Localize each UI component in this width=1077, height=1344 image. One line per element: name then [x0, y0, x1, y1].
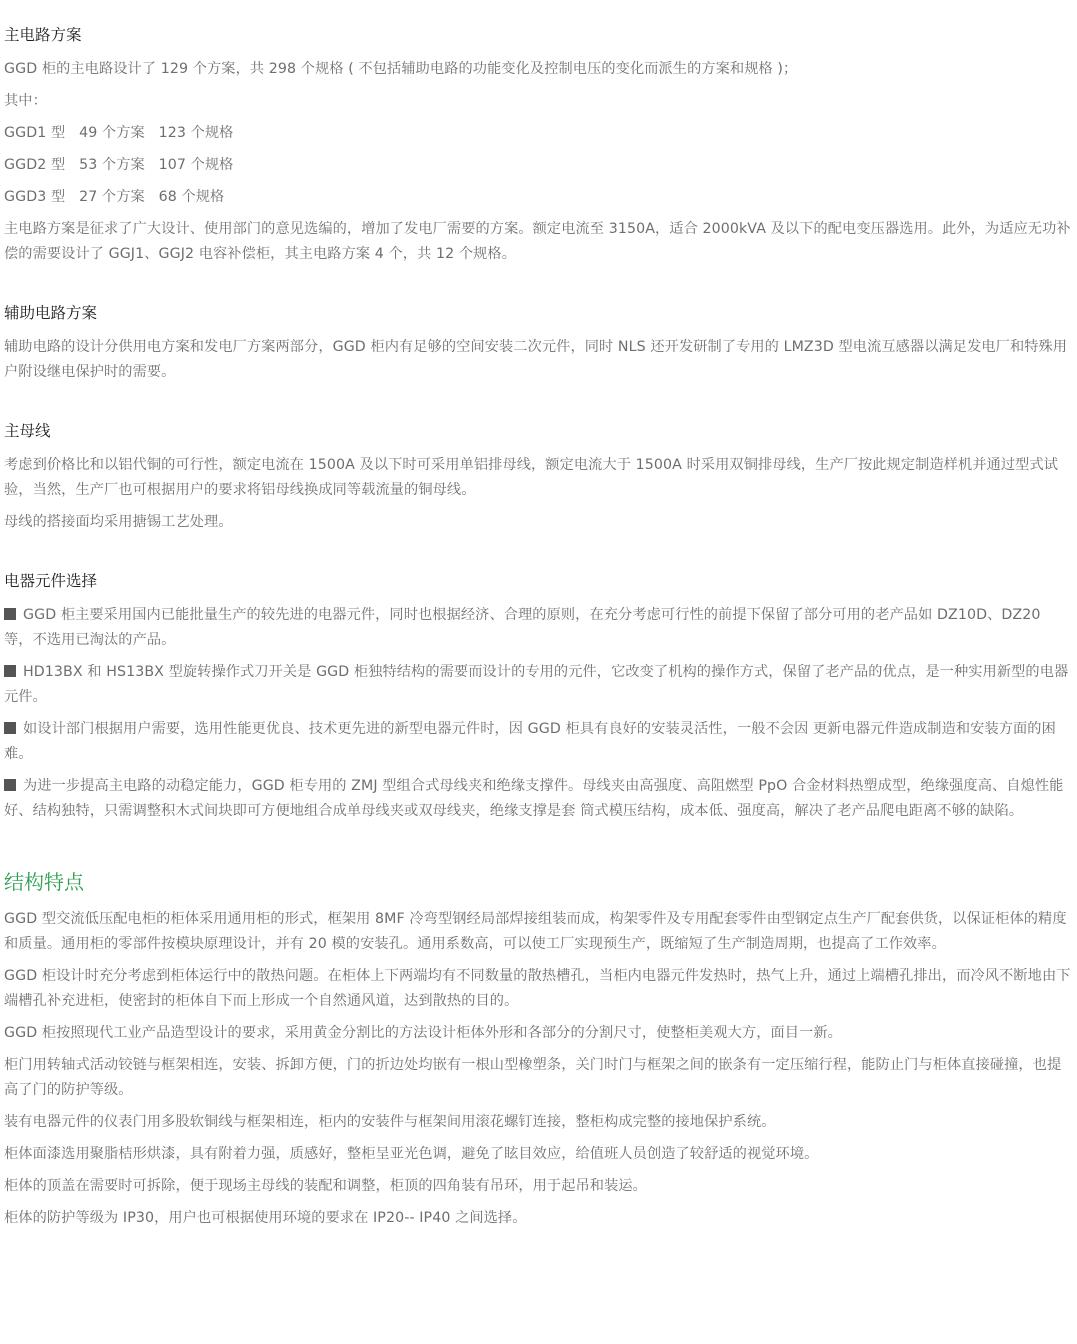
structure-paragraph-1: GGD 型交流低压配电柜的柜体采用通用柜的形式，框架用 8MF 冷弯型钢经局部焊接组装而成，构架零件及专用配套零件由型钢定点生产厂配套供货，以保证柜体的精度和质量。通用柜的零部件按模块原理设计，并有 20 模的安装孔。通用系数高，可以使工厂实现预生产，既缩短了生产制造周期，也提高了工作效率。 — [4, 911, 1067, 952]
section-title-components: 电器元件选择 — [4, 572, 98, 590]
components-paragraph-3-text: 如设计部门根据用户需要，选用性能更优良、技术更先进的新型电器元件时，因 GGD 柜具有良好的安装灵活性，一般不会因 更新电器元件造成制造和安装方面的困难。 — [4, 721, 1056, 762]
components-paragraph-4-text: 为进一步提高主电路的动稳定能力，GGD 柜专用的 ZMJ 型组合式母线夹和绝缘支撑件。母线夹由高强度、高阻燃型 PpO 合金材料热塑成型，绝缘强度高、自熄性能好、结构独特，只需调整积木式间块即可方便地组合成单母线夹或双母线夹，绝缘支撑是套 筒式模压结构，成本低、强度高，解决了老产品爬电距离不够的缺陷。 — [4, 778, 1064, 819]
structure-paragraph-6: 柜体面漆选用聚脂桔形烘漆，具有附着力强，质感好，整柜呈亚光色调，避免了眩目效应，给值班人员创造了较舒适的视觉环境。 — [4, 1146, 819, 1162]
main-circuit-ggd1: GGD1 型 49 个方案 123 个规格 — [4, 125, 234, 141]
structure-paragraph-2: GGD 柜设计时充分考虑到柜体运行中的散热问题。在柜体上下两端均有不同数量的散热槽孔，当柜内电器元件发热时，热气上升，通过上端槽孔排出，而冷风不断地由下端槽孔补充进柜，使密封的柜体自下而上形成一个自然通风道，达到散热的目的。 — [4, 968, 1071, 1009]
aux-circuit-paragraph-1: 辅助电路的设计分供用电方案和发电厂方案两部分，GGD 柜内有足够的空间安装二次元件，同时 NLS 还开发研制了专用的 LMZ3D 型电流互感器以满足发电厂和特殊用户附设继电保护时的需要。 — [4, 339, 1068, 380]
main-circuit-paragraph-1: GGD 柜的主电路设计了 129 个方案，共 298 个规格 ( 不包括辅助电路的功能变化及控制电压的变化而派生的方案和规格 )； — [4, 61, 798, 77]
main-circuit-ggd3: GGD3 型 27 个方案 68 个规格 — [4, 189, 225, 205]
components-paragraph-4 — [4, 774, 1071, 824]
section-title-main-circuit: 主电路方案 — [4, 26, 82, 44]
structure-paragraph-8: 柜体的防护等级为 IP30，用户也可根据使用环境的要求在 IP20-- IP40 之间选择。 — [4, 1210, 527, 1226]
components-paragraph-1-text: GGD 柜主要采用国内已能批量生产的较先进的电器元件，同时也根据经济、合理的原则，在充分考虑可行性的前提下保留了部分可用的老产品如 DZ10D、DZ20 等，不选用已淘汰的产品。 — [4, 607, 1041, 648]
main-circuit-paragraph-2: 其中： — [4, 93, 47, 109]
components-paragraph-2-text: HD13BX 和 HS13BX 型旋转操作式刀开关是 GGD 柜独特结构的需要而设计的专用的元件，它改变了机构的操作方式，保留了老产品的优点，是一种实用新型的电器元件。 — [4, 664, 1069, 705]
main-busbar-paragraph-1: 考虑到价格比和以铝代铜的可行性，额定电流在 1500A 及以下时可采用单铝排母线，额定电流大于 1500A 时采用双铜排母线，生产厂按此规定制造样机并通过型式试验，当然，生产厂也可根据用户的要求将铝母线换成同等载流量的铜母线。 — [4, 457, 1059, 498]
main-busbar-paragraph-2: 母线的搭接面均采用搪锡工艺处理。 — [4, 514, 233, 530]
square-bullet-icon — [4, 722, 16, 734]
section-gap — [4, 392, 1071, 418]
main-circuit-ggd2: GGD2 型 53 个方案 107 个规格 — [4, 157, 234, 173]
square-bullet-icon — [4, 608, 16, 620]
section-title-main-busbar: 主母线 — [4, 422, 51, 440]
square-bullet-icon — [4, 665, 16, 677]
structure-paragraph-3: GGD 柜按照现代工业产品造型设计的要求，采用黄金分割比的方法设计柜体外形和各部分的分割尺寸，使整柜美观大方，面目一新。 — [4, 1025, 842, 1041]
structure-paragraph-7: 柜体的顶盖在需要时可拆除，便于现场主母线的装配和调整，柜顶的四角装有吊环，用于起吊和装运。 — [4, 1178, 647, 1194]
components-paragraph-2 — [4, 660, 1071, 710]
section-gap — [4, 542, 1071, 568]
square-bullet-icon — [4, 779, 16, 791]
structure-paragraph-4: 柜门用转轴式活动铰链与框架相连，安装、拆卸方便，门的折边处均嵌有一根山型橡塑条，关门时门与框架之间的嵌条有一定压缩行程，能防止门与柜体直接碰撞，也提高了门的防护等级。 — [4, 1057, 1062, 1098]
components-paragraph-1 — [4, 603, 1071, 653]
structure-paragraph-5: 装有电器元件的仪表门用多股软铜线与框架相连，柜内的安装件与框架间用滚花螺钉连接，整柜构成完整的接地保护系统。 — [4, 1114, 776, 1130]
section-gap — [4, 831, 1071, 867]
section-gap — [4, 274, 1071, 300]
components-paragraph-3 — [4, 717, 1071, 767]
section-title-aux-circuit: 辅助电路方案 — [4, 304, 98, 322]
main-circuit-paragraph-6: 主电路方案是征求了广大设计、使用部门的意见选编的，增加了发电厂需要的方案。额定电流至 3150A，适合 2000kVA 及以下的配电变压器选用。此外，为适应无功补偿的需要设计了 GGJ1、GGJ2 电容补偿柜，其主电路方案 4 个，共 12 个规格。 — [4, 221, 1071, 262]
section-title-structure: 结构特点 — [4, 870, 84, 894]
